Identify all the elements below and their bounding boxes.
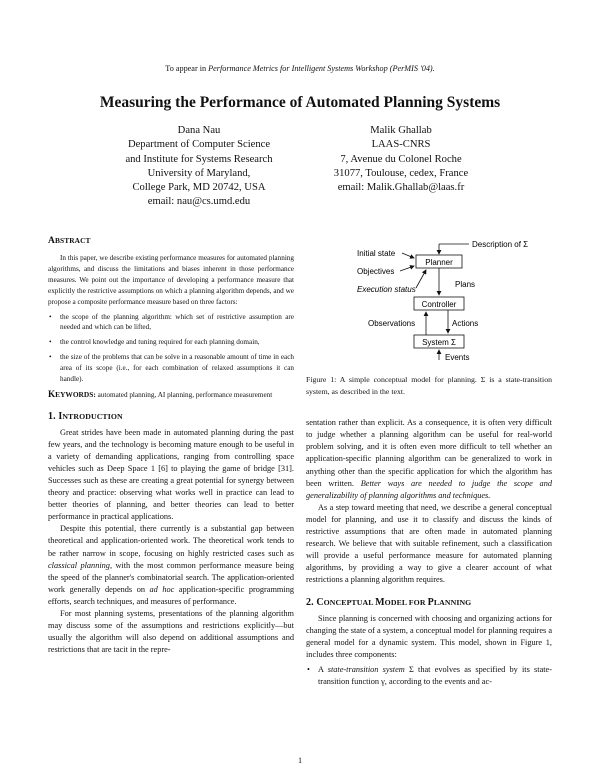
author-affiliation-line: 7, Avenue du Colonel Roche xyxy=(340,153,462,165)
author-affiliation-line: and Institute for Systems Research xyxy=(125,153,273,165)
section-heading-introduction: 1. INTRODUCTION xyxy=(48,410,123,422)
author-affiliation-line: LAAS-CNRS xyxy=(371,139,431,151)
author-name: Dana Nau xyxy=(177,125,221,136)
paragraph: Despite this potential, there currently is a substantial gap between theoretical and application-oriented work. The theoretical work tends to be rather narrow in scope, focusing on highly restricted cases such as classical planning, with the most common performance measure being the speed of the planner's combinatorial search. The application-oriented work generally depends on ad hoc application-specific programming efforts, search techniques, and measures of performance. xyxy=(48,524,294,606)
components-list xyxy=(306,664,552,688)
objectives-arrow xyxy=(400,266,414,271)
figure-1-caption: Figure 1: A simple conceptual model for planning. Σ is a state-transition system, as described in the text. xyxy=(306,375,552,396)
author-block-1 xyxy=(104,124,294,210)
paragraph: Great strides have been made in automated planning during the past few years, and the technology is becoming mature enough to be useful in a variety of demanding applications, ranging from controlling space vehicles such as Deep Space 1 [6] to playing the game of bridge [31]. Successes such as these are creating a great potential for synergy between theory and practice: observing what works well in practice can lead to better theories of planning, and better theories can lead to better performance in practical applications. xyxy=(48,427,294,522)
keywords: KEYWORDS: automated planning, AI planning, performance measurement xyxy=(48,388,273,399)
list-item: • the control knowledge and tuning required for each planning domain, xyxy=(48,337,294,348)
planner-label: Planner xyxy=(425,258,453,267)
execution-status-arrow xyxy=(416,270,426,288)
initial-state-label: Initial state xyxy=(357,249,396,258)
abstract-body xyxy=(48,253,294,385)
execution-status-label: Execution status xyxy=(357,285,416,294)
section-heading-conceptual-model: 2. CONCEPTUAL MODEL FOR PLANNING xyxy=(306,596,472,608)
author-affiliation-line: University of Maryland, xyxy=(147,167,251,179)
author-email: email: Malik.Ghallab@laas.fr xyxy=(337,182,465,194)
description-label: Description of Σ xyxy=(472,240,528,249)
keywords-label: KEYWORDS: xyxy=(48,388,96,399)
paragraph: Since planning is concerned with choosing and organizing actions for changing the state of a system, a conceptual model for planning requires a general model for a dynamic system. This model, shown in Figure 1, includes three components: xyxy=(306,613,552,659)
actions-label: Actions xyxy=(452,319,479,328)
paragraph: sentation rather than explicit. As a consequence, it is often very difficult to judge whether a planning algorithm can be useful for real-world problem solving, and it is often even more difficult to tell whether an application-specific planning algorithm can be generalized to work in anything other than the specific application for which the algorithm has been written. Better ways are needed to judge the scope and generalizability of planning algorithms and techniques. xyxy=(306,418,552,500)
author-email: email: nau@cs.umd.edu xyxy=(147,196,251,208)
abstract-bullets xyxy=(48,312,294,385)
left-column xyxy=(48,236,294,656)
header-note: To appear in Performance Metrics for Intelligent Systems Workshop (PerMIS '04). xyxy=(165,64,435,73)
abstract-heading: ABSTRACT xyxy=(48,236,91,246)
events-label: Events xyxy=(445,353,470,362)
right-column xyxy=(306,374,552,692)
paragraph: For most planning systems, presentations of the planning algorithm may discuss some of the assumptions and restrictions explicitly—but usually the algorithm will also depend on additional assumptions and restrictions that are tacit in the repre- xyxy=(48,608,294,655)
list-item: • A state-transition system Σ that evolves as specified by its state-transition function γ, according to the events and ac- xyxy=(306,664,552,688)
initial-state-arrow xyxy=(402,253,414,258)
author-affiliation-line: College Park, MD 20742, USA xyxy=(132,182,266,194)
author-affiliation-line: 31077, Toulouse, cedex, France xyxy=(333,167,469,179)
observations-label: Observations xyxy=(368,319,416,328)
plans-label: Plans xyxy=(455,280,476,289)
author-block-2 xyxy=(306,124,496,195)
author-name: Malik Ghallab xyxy=(370,125,432,136)
abstract-text: In this paper, we describe existing performance measures for automated planning algorithms, and discuss the limitations and biases inherent in those performance measures. We point out the importance of developing a performance measure that explicitly the restrictive assumptions on which a planning algorithm depends, and we propose a composite performance measure based on three factors: xyxy=(48,254,294,306)
author-affiliation-line: Department of Computer Science xyxy=(127,139,271,151)
right-body xyxy=(306,417,552,586)
paper-title: Measuring the Performance of Automated Planning Systems xyxy=(99,94,501,111)
list-item: • the scope of the planning algorithm: which set of restrictive assumption are needed and which can be lifted, xyxy=(48,312,294,334)
controller-label: Controller xyxy=(421,300,457,309)
figure-1-diagram xyxy=(356,236,528,364)
conceptual-model-body xyxy=(306,613,552,689)
system-label: System Σ xyxy=(422,338,456,347)
page-number: 1 xyxy=(297,756,303,765)
list-item: • the size of the problems that can be solve in a reasonable amount of time in each area of its scope (i.e., for each combination of relaxed assumptions it can handle). xyxy=(48,352,294,385)
introduction-body xyxy=(48,427,294,657)
objectives-label: Objectives xyxy=(357,267,395,276)
paragraph: As a step toward meeting that need, we describe a general conceptual model for planning, and use it to classify and discuss the kinds of restrictive assumptions that are often made in automated planning research. We believe that with suitable refinement, such a classification will provide a useful performance measure for automated planning algorithms, by providing a way to give a clearer account of what restrictions a planning algorithm requires. xyxy=(306,502,552,585)
